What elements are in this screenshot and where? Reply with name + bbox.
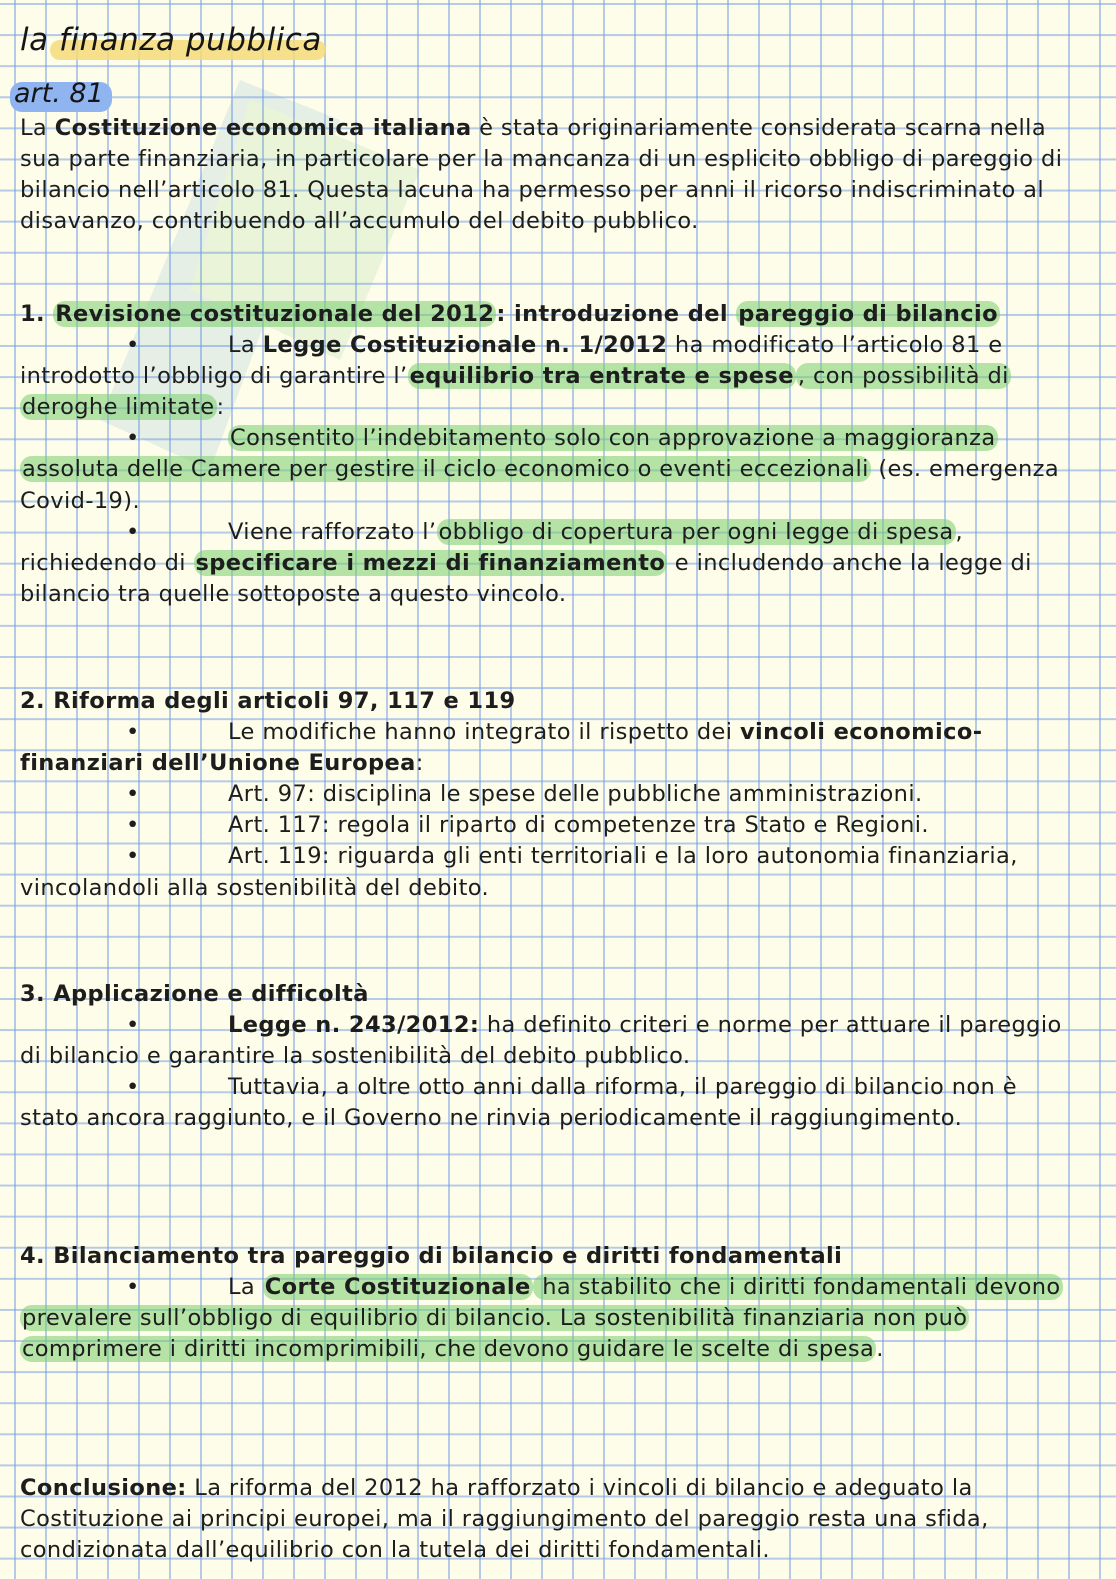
page-title: la finanza pubblica [20,22,322,58]
list-item: • Viene rafforzato l’obbligo di copertura per ogni legge di spesa, richiedendo di specificare i mezzi di finanziamento e includendo anche la legge di bilancio tra quelle sottoposte a questo vincolo. [20,518,1032,607]
section-4-heading: 4. Bilanciamento tra pareggio di bilancio e diritti fondamentali [20,1243,843,1269]
conclusion-paragraph: Conclusione: La riforma del 2012 ha rafforzato i vincoli di bilancio e adeguato la Costituzione ai principi europei, ma il raggiungimento del pareggio resta una sfida, condizionata dall’equilibrio con la tutela dei diritti fondamentali. [20,1475,989,1564]
list-item: • La Corte Costituzionale ha stabilito che i diritti fondamentali devono prevalere sull’obbligo di equilibrio di bilancio. La sostenibilità finanziaria non può comprimere i diritti incomprimibili, che devono guidare le scelte di spesa. [22,1274,1061,1363]
section-2 [20,686,1080,904]
list-item: • Art. 117: regola il riparto di competenze tra Stato e Regioni. [126,812,929,839]
section-3 [20,979,1080,1134]
section-2-heading: 2. Riforma degli articoli 97, 117 e 119 [20,688,516,714]
list-item: • Consentito l’indebitamento solo con approvazione a maggioranza assoluta delle Camere per gestire il ciclo economico o eventi eccezionali (es. emergenza Covid-19). [20,425,1060,514]
list-item: • Art. 97: disciplina le spese delle pubbliche amministrazioni. [126,781,923,808]
article-tag: art. 81 [12,78,112,109]
list-item: • Tuttavia, a oltre otto anni dalla riforma, il pareggio di bilancio non è stato ancora raggiunto, e il Governo ne rinvia periodicamente il raggiungimento. [20,1074,1018,1132]
section-4 [20,1241,1080,1365]
section-1 [20,299,1080,610]
section-3-heading: 3. Applicazione e difficoltà [20,981,369,1007]
list-item: • Le modifiche hanno integrato il rispetto dei vincoli economico-finanziari dell’Unione Europea: [20,719,983,777]
list-item: • La Legge Costituzionale n. 1/2012 ha modificato l’articolo 81 e introdotto l’obbligo di garantire l’equilibrio tra entrate e spese , con possibilità di deroghe limitate: [20,332,1009,421]
list-item: • Legge n. 243/2012: ha definito criteri e norme per attuare il pareggio di bilancio e garantire la sostenibilità del debito pubblico. [20,1012,1062,1070]
section-1-heading: 1. Revisione costituzionale del 2012: introduzione del pareggio di bilancio [20,301,998,327]
list-item: • Art. 119: riguarda gli enti territoriali e la loro autonomia finanziaria, vincolandoli alla sostenibilità del debito. [20,843,1018,901]
intro-paragraph: La Costituzione economica italiana è stata originariamente considerata scarna nella sua parte finanziaria, in particolare per la mancanza di un esplicito obbligo di pareggio di bilancio nell’articolo 81. Questa lacuna ha permesso per anni il ricorso indiscriminato al disavanzo, contribuendo all’accumulo del debito pubblico. [20,115,1063,235]
